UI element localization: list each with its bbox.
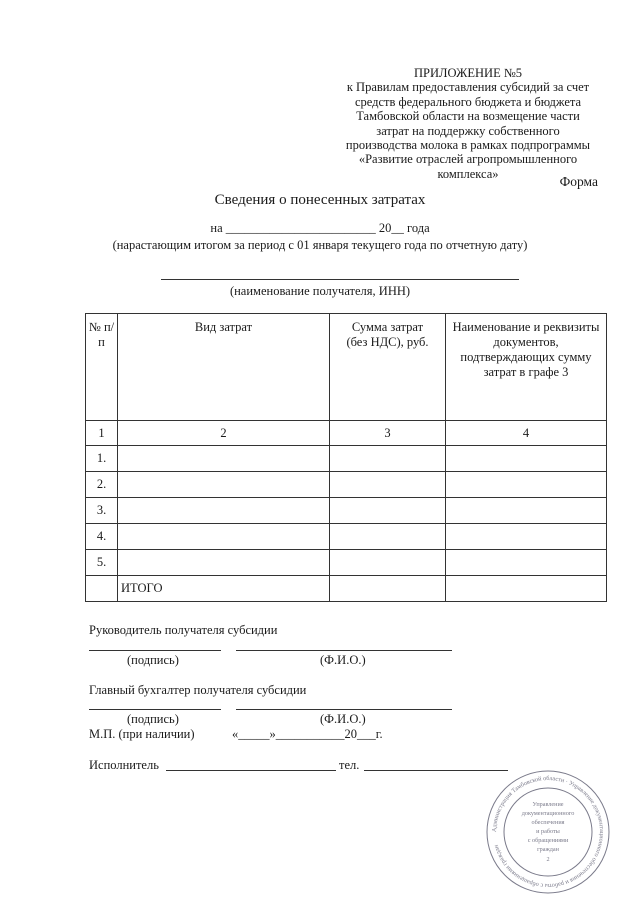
row-index: 2. [86, 472, 118, 498]
executor-line [166, 770, 336, 771]
cost-type-cell [118, 472, 330, 498]
row-index: 1. [86, 446, 118, 472]
form-label: Форма [559, 174, 598, 189]
stamp-inner-line: документационного [521, 810, 575, 817]
accountant-signature-line [89, 709, 221, 710]
accountant-name-caption: (Ф.И.О.) [320, 712, 366, 726]
column-number: 2 [118, 421, 330, 446]
table-row [86, 550, 607, 576]
row-index: 3. [86, 498, 118, 524]
cost-type-cell [118, 498, 330, 524]
table-row [86, 498, 607, 524]
period-note: (нарастающим итогом за период с 01 января текущего года по отчетную дату) [112, 238, 528, 252]
annex-line: к Правилам предоставления субсидий за счет [346, 80, 590, 95]
executor-label: Исполнитель [89, 758, 159, 772]
accountant-signature-caption: (подпись) [127, 712, 179, 726]
stamp-inner-line: граждан [537, 846, 559, 853]
accountant-name-line [236, 709, 452, 710]
annex-line: «Развитие отраслей агропромышленного [358, 152, 578, 167]
stamp-inner-line: с обращениями [527, 837, 569, 844]
head-signature-line [89, 650, 221, 651]
header-cost-type: Вид затрат [118, 314, 330, 421]
phone-label: тел. [339, 758, 360, 772]
table-row [86, 446, 607, 472]
costs-table [85, 313, 607, 602]
seal-label: М.П. (при наличии) [89, 727, 195, 741]
date-prefix: на [210, 221, 223, 235]
annex-line: средств федерального бюджета и бюджета [354, 94, 582, 109]
cost-sum-cell [330, 446, 446, 472]
annex-line: затрат на поддержку собственного [376, 123, 560, 138]
total-sum-cell [330, 576, 446, 602]
report-date-line [0, 221, 640, 236]
header-number: № п/п [86, 314, 118, 421]
date-year: 20__ года [378, 221, 430, 235]
annex-line: Тамбовской области на возмещение части [356, 109, 580, 124]
stamp-inner-line: Управление [532, 801, 564, 808]
head-signature-caption: (подпись) [127, 653, 179, 667]
stamp-inner-line: обеспечения [531, 819, 565, 826]
head-name-line [236, 650, 452, 651]
cost-sum-cell [330, 524, 446, 550]
annex-line: комплекса» [437, 166, 499, 181]
cost-type-cell [118, 446, 330, 472]
cost-sum-cell [330, 472, 446, 498]
annex-line: производства молока в рамках подпрограммы [345, 138, 591, 153]
official-stamp [484, 768, 612, 896]
recipient-caption: (наименование получателя, ИНН) [229, 284, 411, 298]
cost-type-cell [118, 550, 330, 576]
cost-sum-cell [330, 498, 446, 524]
date-blank: ________________________ [225, 221, 376, 235]
annex-header [318, 66, 618, 181]
stamp-inner-line: и работы [536, 828, 560, 835]
cost-type-cell [118, 524, 330, 550]
total-row [86, 576, 607, 602]
documents-cell [446, 498, 607, 524]
column-number: 3 [330, 421, 446, 446]
recipient-line [161, 279, 519, 280]
header-documents: Наименование и реквизиты документов, подтверждающих сумму затрат в графе 3 [446, 314, 607, 421]
documents-cell [446, 472, 607, 498]
stamp-inner-line: 2 [546, 856, 550, 863]
documents-cell [446, 446, 607, 472]
head-title: Руководитель получателя субсидии [89, 623, 278, 637]
stamp-ring-textpath: Администрация Тамбовской области · Управление документационного обеспечения и работы с обращениями граждан [490, 774, 606, 890]
header-cost-sum: Сумма затрат (без НДС), руб. [330, 314, 446, 421]
documents-cell [446, 550, 607, 576]
column-number-row [86, 421, 607, 446]
table-row [86, 524, 607, 550]
column-number: 1 [86, 421, 118, 446]
total-documents-cell [446, 576, 607, 602]
table-header-row [86, 314, 607, 421]
row-index: 5. [86, 550, 118, 576]
row-index: 4. [86, 524, 118, 550]
annex-title: ПРИЛОЖЕНИЕ №5 [413, 66, 523, 80]
table-row [86, 472, 607, 498]
documents-cell [446, 524, 607, 550]
head-name-caption: (Ф.И.О.) [320, 653, 366, 667]
document-title: Сведения о понесенных затратах [214, 192, 426, 208]
stamp-inner-text [522, 801, 575, 863]
accountant-title: Главный бухгалтер получателя субсидии [89, 683, 307, 697]
signature-date: «_____»___________20___г. [232, 727, 383, 741]
total-index-cell [86, 576, 118, 602]
total-label: ИТОГО [118, 576, 330, 602]
column-number: 4 [446, 421, 607, 446]
cost-sum-cell [330, 550, 446, 576]
